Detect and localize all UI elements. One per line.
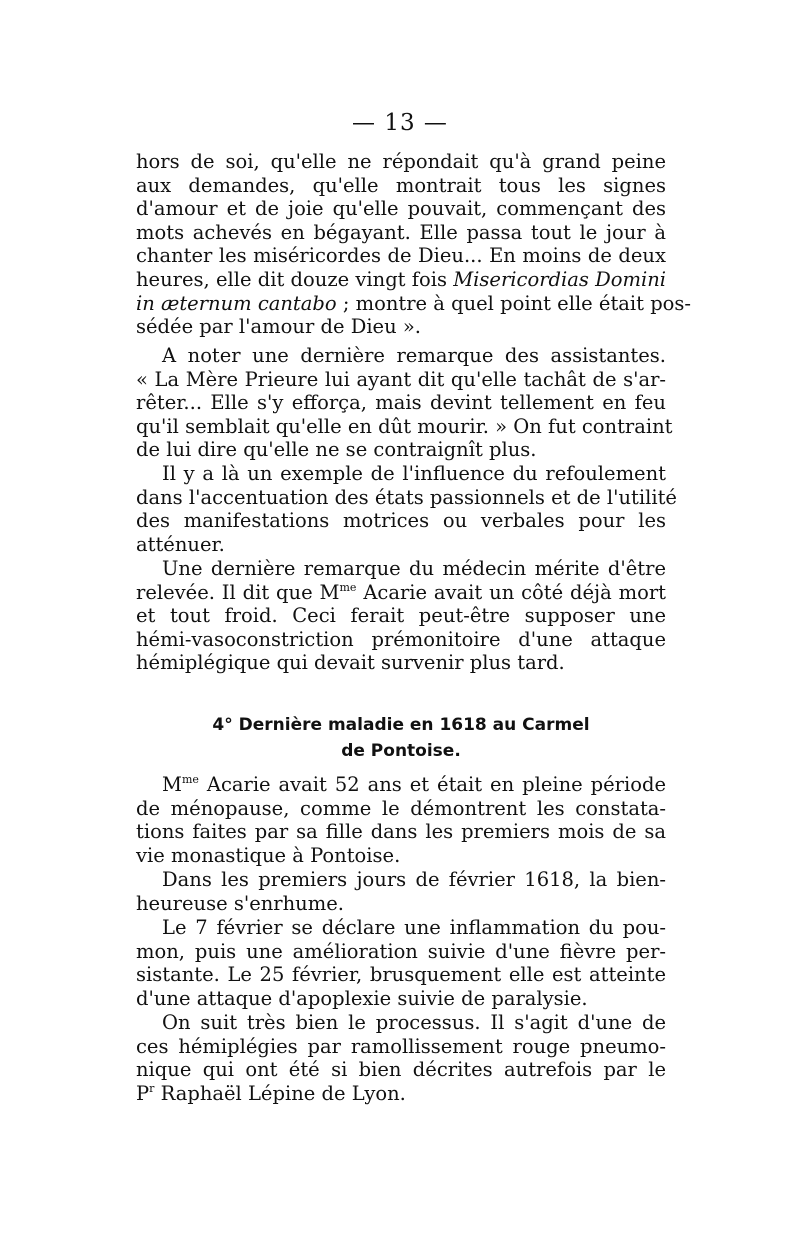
text-line: Une dernière remarque du médecin mérite d'être <box>162 557 666 580</box>
superscript: me <box>181 773 199 786</box>
text-line: sédée par l'amour de Dieu ». <box>136 315 421 339</box>
text-line: d'une attaque d'apoplexie suivie de paralysie. <box>136 986 588 1010</box>
text-line: des manifestations motrices ou verbales pour les <box>136 509 666 533</box>
text-line: sistante. Le 25 février, brusquement elle est atteinte <box>136 963 666 987</box>
latin-quote: Misericordias Domini <box>453 267 666 291</box>
section-heading <box>136 712 666 764</box>
text-line: A noter une dernière remarque des assistantes. <box>162 344 666 367</box>
text-line: hémi-vasoconstriction prémonitoire d'une attaque <box>136 627 666 651</box>
text-line: Dans les premiers jours de février 1618, la bien- <box>162 868 666 891</box>
text-line: de lui dire qu'elle ne se contraignît plus. <box>136 438 537 462</box>
superscript: me <box>339 580 357 594</box>
text-run: M <box>162 773 182 796</box>
text-line: ces hémiplégies par ramollissement rouge pneumo- <box>136 1034 666 1058</box>
text-run: relevée. Il dit que M <box>136 580 340 604</box>
text-line <box>136 268 666 292</box>
paragraph-refoulement <box>136 462 677 556</box>
text-line: tions faites par sa fille dans les premiers mois de sa <box>136 820 666 844</box>
text-line: « La Mère Prieure lui ayant dit qu'elle tachât de s'ar- <box>136 367 666 391</box>
latin-quote: in æternum cantabo <box>136 291 337 315</box>
paragraph-continuation <box>136 150 692 339</box>
paragraph-menopause <box>136 773 666 867</box>
paragraph-assistantes <box>136 344 673 462</box>
text-line: atténuer. <box>136 532 225 556</box>
text-line: hémiplégique qui devait survenir plus tard. <box>136 651 565 675</box>
superscript: r <box>149 1081 155 1095</box>
paragraph-processus <box>136 1011 666 1105</box>
heading-line: de Pontoise. <box>341 741 461 761</box>
text-line: Le 7 février se déclare une inflammation du pou- <box>162 916 666 939</box>
text-line: rêter... Elle s'y efforça, mais devint tellement en feu <box>136 391 666 415</box>
text-line: mon, puis une amélioration suivie d'une fièvre per- <box>136 939 666 963</box>
text-line: nique qui ont été si bien décrites autrefois par le <box>136 1058 666 1082</box>
page-number: — 13 — <box>352 110 448 136</box>
text-run: heures, elle dit douze vingt fois <box>136 267 454 291</box>
text-line: chanter les miséricordes de Dieu... En moins de deux <box>136 244 666 268</box>
text-line: dans l'accentuation des états passionnels et de l'utilité <box>136 485 677 509</box>
text-line: On suit très bien le processus. Il s'agit d'une de <box>162 1011 666 1034</box>
text-run: Acarie avait 52 ans et était en pleine période <box>198 773 666 796</box>
paragraph-inflammation <box>136 916 666 1010</box>
text-line <box>136 773 666 797</box>
paragraph-medecin <box>136 557 666 675</box>
text-line: qu'il semblait qu'elle en dût mourir. » On fut contraint <box>136 414 673 438</box>
text-line: vie monastique à Pontoise. <box>136 843 401 867</box>
text-line: de ménopause, comme le démontrent les constata- <box>136 796 666 820</box>
text-line: d'amour et de joie qu'elle pouvait, commençant des <box>136 197 666 221</box>
text-line: Il y a là un exemple de l'influence du refoulement <box>162 462 666 485</box>
text-line: heureuse s'enrhume. <box>136 891 344 915</box>
text-line: aux demandes, qu'elle montrait tous les signes <box>136 173 666 197</box>
text-run: Raphaël Lépine de Lyon. <box>154 1081 406 1105</box>
text-run: ; montre à quel point elle était pos- <box>336 291 692 315</box>
text-run: P <box>136 1081 150 1105</box>
text-line: et tout froid. Ceci ferait peut-être supposer une <box>136 604 666 628</box>
paragraph-fevrier <box>136 868 666 915</box>
heading-line: 4° Dernière maladie en 1618 au Carmel <box>212 715 590 735</box>
text-line: hors de soi, qu'elle ne répondait qu'à grand peine <box>136 150 666 173</box>
text-line <box>136 1082 666 1106</box>
text-line <box>136 581 666 605</box>
text-line: mots achevés en bégayant. Elle passa tout le jour à <box>136 220 666 244</box>
text-line <box>136 291 692 316</box>
text-run: Acarie avait un côté déjà mort <box>356 580 666 604</box>
